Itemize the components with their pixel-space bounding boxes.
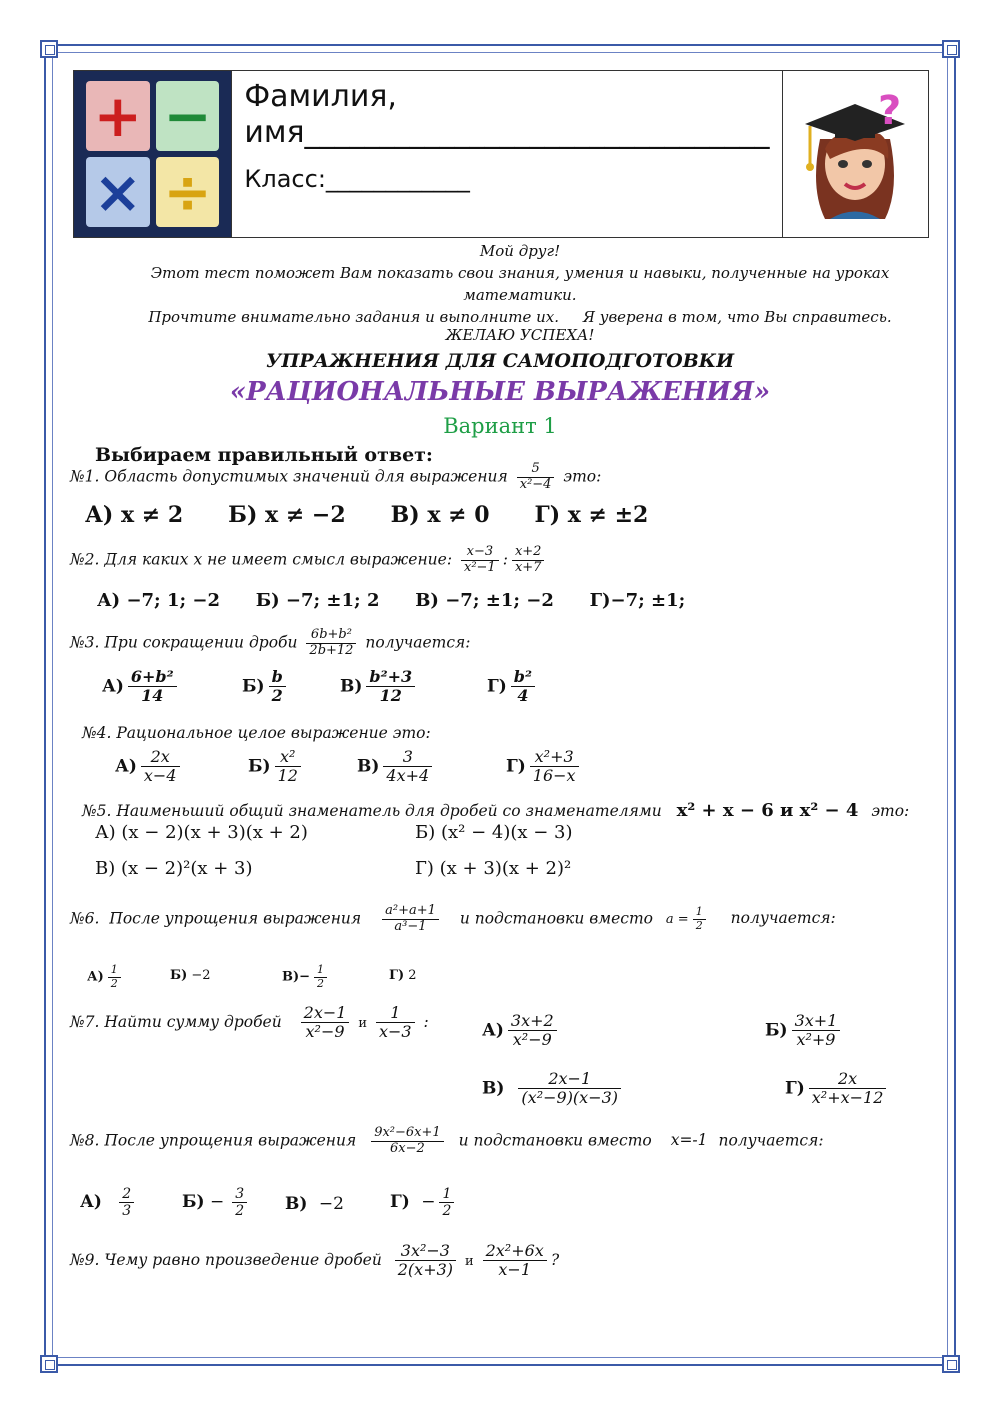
answer-option[interactable]: Г)−7; ±1; [589,590,686,611]
q2-options [97,590,685,611]
question-text: №6. После упрощения выражения [70,909,362,928]
corner-ornament [40,1355,58,1373]
question-mid: и подстановки вместо [458,1131,652,1150]
surname-label: Фамилия, [244,79,397,114]
answer-option[interactable]: В) −2 [285,1194,344,1214]
question-text: №9. Чему равно произведение дробей [70,1250,382,1269]
answer-option[interactable]: Б) x ≠ −2 [228,502,346,528]
answer-option[interactable]: Б) −2 [170,968,211,983]
corner-ornament [40,40,58,58]
question-text: №5. Наименьший общий знаменатель для дробей со знаменателями [82,802,662,820]
minus-icon: − [156,81,220,151]
fraction: $\frac{x+2}{x+7}$ [512,545,545,576]
fraction: $\frac{\text{a²+a+1}}{\text{a³−1}}$ [382,904,439,935]
teacher-avatar-cell [783,71,928,237]
answer-option[interactable]: В) $\frac{\text{b²+3}}{12}$ [340,668,419,706]
answer-option[interactable]: А) $\frac{\text{6+b²}}{14}$ [102,668,181,706]
math-operations-image [74,71,231,237]
question-mid: и подстановки вместо [459,909,653,928]
class-field[interactable]: Класс:____________ [244,165,470,193]
exercise-heading: УПРАЖНЕНИЯ ДЛЯ САМОПОДГОТОВКИ [265,350,735,372]
name-field[interactable]: имя_______________________________ [244,115,770,150]
question-text: №1. Область допустимых значений для выражения [70,467,508,486]
question-suffix: получается: [718,1131,824,1150]
question-text: №7. Найти сумму дробей [70,1012,282,1031]
q1-options [85,502,648,528]
question-9 [70,1242,559,1280]
answer-option[interactable]: А) $\frac{1}{2}$ [87,964,125,990]
question-2 [70,545,548,576]
header-table [73,70,929,238]
fraction: $\frac{\text{9x²−6x+1}}{6x-2}$ [371,1126,443,1157]
answer-option[interactable]: А) (x − 2)(x + 3)(x + 2) [95,822,308,843]
answer-option[interactable]: А) $\frac{3x+2}{\text{x²−9}}$ [482,1012,561,1050]
answer-option[interactable]: В) (x − 2)²(x + 3) [95,858,253,879]
answer-option[interactable]: В) x ≠ 0 [390,502,490,528]
question-1 [70,462,601,493]
intro-line: Этот тест поможет Вам показать свои знания, умения и навыки, полученные на уроках математики. [150,264,890,304]
answer-option[interactable]: Б) − $\frac{3}{2}$ [182,1186,251,1219]
fraction: $\frac{2x-1}{\text{x²−9}}$ [301,1004,350,1042]
fraction: $\frac{x-3}{\text{x²−1}}$ [461,545,499,576]
plus-icon: + [86,81,150,151]
question-5 [82,800,909,821]
question-suffix: это: [563,467,602,486]
expression: x² + x − 6 и x² − 4 [676,800,859,821]
answer-option[interactable]: Г) − $\frac{1}{2}$ [390,1186,458,1219]
answer-option[interactable]: А) $\frac{2x}{x-4}$ [115,748,184,786]
divide-icon: ÷ [156,157,220,227]
answer-option[interactable]: Б) $\frac{b}{2}$ [242,668,290,706]
fraction: $\frac{1}{2}$ [693,906,706,932]
conjunction: и [464,1253,474,1269]
answer-option[interactable]: В) $\frac{3}{4x+4}$ [357,748,436,786]
question-6 [70,904,836,935]
question-text: №2. Для каких x не имеет смысл выражение: [70,550,453,569]
question-mark: ? [550,1250,560,1269]
fraction: $\frac{\text{6b+b²}}{2b+12}$ [306,628,356,659]
answer-option[interactable]: В)− $\frac{1}{2}$ [282,964,331,990]
corner-ornament [942,40,960,58]
answer-option[interactable]: А) −7; 1; −2 [97,590,221,611]
answer-option[interactable]: Б) −7; ±1; 2 [255,590,380,611]
question-text: №3. При сокращении дроби [70,633,298,652]
student-info-cell [231,71,782,237]
question-suffix: это: [871,802,910,820]
intro-line: Прочтите внимательно задания и выполните их. Я уверена в том, что Вы справитесь. [148,308,892,326]
intro-line: Мой друг! [479,242,561,260]
variant-heading: Вариант 1 [443,414,557,438]
answer-option[interactable]: Г) 2 [389,968,417,983]
times-icon: × [86,157,150,227]
teacher-avatar-icon [790,79,920,229]
fraction: $\frac{5}{\text{x²−4}}$ [517,462,555,493]
answer-option[interactable]: Г) $\frac{2x}{\text{x²+x−12}}$ [785,1070,890,1108]
question-7 [70,1004,429,1042]
topic-heading: «РАЦИОНАЛЬНЫЕ ВЫРАЖЕНИЯ» [229,377,771,407]
question-text: №8. После упрощения выражения [70,1131,357,1150]
question-4 [82,724,431,742]
fraction: $\frac{\text{2x²+6x}}{x-1}$ [483,1242,547,1280]
question-suffix: получается: [365,633,471,652]
fraction: $\frac{\text{3x²−3}}{2(x+3)}$ [395,1242,456,1280]
corner-ornament [942,1355,960,1373]
intro-line: ЖЕЛАЮ УСПЕХА! [445,326,595,344]
answer-option[interactable]: А) $\frac{2}{3}$ [80,1186,138,1219]
choose-heading: Выбираем правильный ответ: [95,444,433,466]
fraction: $\frac{1}{x-3}$ [376,1004,415,1042]
question-suffix: получается: [730,909,836,928]
intro-text [100,240,940,342]
operator: : [502,550,508,569]
substitution: x=-1 [670,1131,708,1150]
answer-option[interactable]: Г) (x + 3)(x + 2)² [415,858,572,879]
answer-option[interactable]: Б) $\frac{\text{x²}}{12}$ [248,748,305,786]
question-8 [70,1126,824,1157]
conjunction: и [358,1015,368,1031]
answer-option[interactable]: Б) $\frac{3x+1}{\text{x²+9}}$ [765,1012,844,1050]
answer-option[interactable]: Б) (x² − 4)(x − 3) [415,822,573,843]
answer-option[interactable]: В) $\frac{2x-1}{\text{(x²−9)(x−3)}}$ [482,1070,625,1108]
answer-option[interactable]: Г) $\frac{\text{b²}}{4}$ [487,668,539,706]
question-3 [70,628,471,659]
answer-option[interactable]: В) −7; ±1; −2 [415,590,554,611]
answer-option[interactable]: Г) $\frac{\text{x²+3}}{16-x}$ [506,748,583,786]
svg-text:?: ? [878,88,902,134]
operator: : [423,1012,429,1031]
question-text: №4. Рациональное целое выражение это: [82,724,431,742]
answer-option[interactable]: Г) x ≠ ±2 [534,502,649,528]
answer-option[interactable]: А) x ≠ 2 [85,502,184,528]
substitution-var: a = [665,912,689,928]
